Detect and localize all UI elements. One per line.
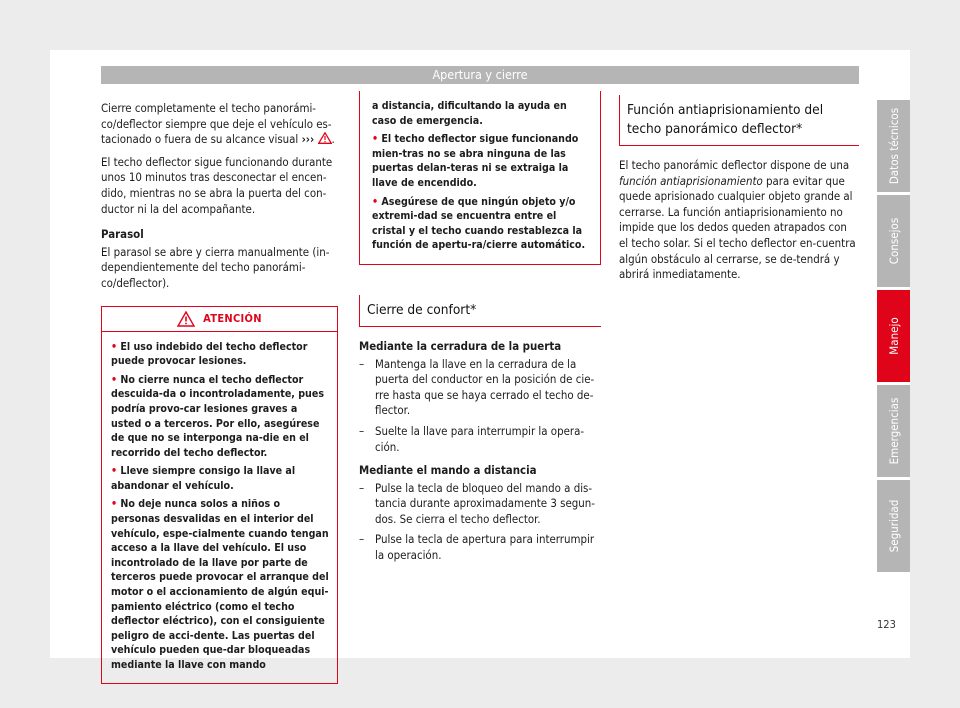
warning-item bbox=[372, 195, 592, 253]
list-item bbox=[359, 424, 601, 455]
tab-label: Emergencias bbox=[886, 397, 901, 465]
comfort-close-title: Cierre de confort* bbox=[359, 295, 601, 327]
warning-item-text: No cierre nunca el techo deflector descuida-da o incontroladamente, pues podría provo-car lesiones graves a usted o a terceros. Por ello, asegúrese de que no se interponga na-die en el recorrido del techo deflector. bbox=[111, 373, 324, 459]
warning-item bbox=[111, 340, 330, 369]
bullet-icon: • bbox=[111, 340, 118, 353]
antitrap-title: Función antiaprisionamiento del techo panorámico deflector* bbox=[619, 95, 859, 146]
warning-continued-items bbox=[372, 132, 592, 253]
tab-label: Manejo bbox=[886, 317, 901, 355]
warning-triangle-icon bbox=[177, 311, 195, 327]
warning-item bbox=[111, 373, 330, 461]
warning-item-text: El uso indebido del techo deflector puede provocar lesiones. bbox=[111, 340, 308, 368]
warning-item bbox=[372, 132, 592, 190]
warning-triangle-icon bbox=[318, 132, 332, 144]
dash-marker: – bbox=[359, 532, 365, 547]
list-item bbox=[359, 357, 601, 419]
paragraph-close-roof bbox=[101, 101, 338, 148]
warning-item-text: Asegúrese de que ningún objeto y/o extremi-dad se encuentra entre el cristal y el techo cuando restablezca la función de apertu-ra/cierre automático. bbox=[372, 195, 586, 252]
section-header: Apertura y cierre bbox=[101, 66, 859, 84]
tab-label: Consejos bbox=[886, 217, 901, 265]
parasol-title: Parasol bbox=[101, 227, 144, 242]
parasol-text: El parasol se abre y cierra manualmente (in-dependientemente del techo panorámi-co/deflector). bbox=[101, 244, 330, 290]
comfort-sub-door-lock: Mediante la cerradura de la puerta bbox=[359, 338, 562, 353]
dash-marker: – bbox=[359, 423, 365, 438]
paragraph-text: Cierre completamente el techo panorámi-co/deflector siempre que deje el vehículo es-tacionado o fuera de su alcance visual bbox=[101, 101, 332, 147]
warning-box-continued bbox=[359, 91, 601, 265]
antitrap-text bbox=[619, 158, 859, 283]
comfort-sub-remote: Mediante el mando a distancia bbox=[359, 463, 537, 478]
bullet-icon: • bbox=[372, 133, 379, 146]
warning-box bbox=[101, 306, 338, 684]
bullet-icon: • bbox=[111, 498, 118, 511]
list-item-text: Pulse la tecla de bloqueo del mando a dis-tancia durante aproximadamente 3 segun-dos. Se cierra el techo deflector. bbox=[375, 480, 595, 526]
column-2 bbox=[359, 91, 601, 569]
comfort-list-remote bbox=[359, 481, 601, 564]
tab-label: Seguridad bbox=[886, 499, 901, 553]
list-item bbox=[359, 532, 601, 563]
tab-seguridad[interactable] bbox=[877, 480, 910, 572]
warning-title: ATENCIÓN bbox=[203, 311, 262, 325]
paragraph-end: . bbox=[331, 132, 335, 147]
tab-consejos[interactable] bbox=[877, 195, 910, 287]
reference-arrow: ››› bbox=[301, 132, 315, 147]
antitrap-text-emphasis: función antiaprisionamiento bbox=[619, 173, 763, 188]
tab-label: Datos técnicos bbox=[886, 107, 901, 185]
warning-item-text: El techo deflector sigue funcionando mien-tras no se abra ninguna de las puertas delan-teras ni se extraiga la llave de encendido. bbox=[372, 133, 579, 189]
warning-header bbox=[102, 307, 337, 332]
column-1 bbox=[101, 101, 338, 684]
warning-item-text: No deje nunca solos a niños o personas desvalidas en el interior del vehículo, espe-cialmente cuando tengan acceso a la llave del vehículo. El uso incontrolado de la llave por parte de terceros puede provocar el arranque del motor o el accionamiento de algún equi-pamiento eléctrico (como el techo deflector eléctrico), con el consiguiente peligro de acci-dente. Las puertas del vehículo pueden que-dar bloqueadas mediante la llave con mando bbox=[111, 498, 329, 671]
bullet-icon: • bbox=[372, 195, 379, 208]
warning-items bbox=[102, 332, 337, 683]
paragraph-deflector: El techo deflector sigue funcionando durante unos 10 minutos tras desconectar el encen-dido, mientras no se abra la puerta del con-ductor ni la del acompañante. bbox=[101, 154, 333, 216]
column-3 bbox=[619, 95, 859, 290]
bullet-icon: • bbox=[111, 465, 118, 478]
antitrap-text-b: para evitar que quede aprisionado cualquier objeto grande al cerrarse. La función antiaprisionamiento no impide que los dedos queden atrapados con el techo solar. Si el techo deflector en-cuentra algún obstáculo al cerrarse, se de-tendrá y abrirá inmediatamente. bbox=[619, 173, 856, 282]
list-item-text: Suelte la llave para interrumpir la opera-ción. bbox=[375, 423, 585, 454]
dash-marker: – bbox=[359, 356, 365, 371]
page-number: 123 bbox=[877, 618, 896, 631]
dash-marker: – bbox=[359, 480, 365, 495]
warning-item-text: Lleve siempre consigo la llave al abandonar el vehículo. bbox=[111, 465, 296, 492]
tab-manejo[interactable] bbox=[877, 290, 910, 382]
list-item-text: Pulse la tecla de apertura para interrumpir la operación. bbox=[375, 532, 595, 563]
tab-datos-técnicos[interactable] bbox=[877, 100, 910, 192]
warning-item bbox=[111, 497, 330, 672]
antitrap-text-a: El techo panorámic deflector dispone de una bbox=[619, 158, 850, 172]
bullet-icon: • bbox=[111, 373, 118, 386]
tab-emergencias[interactable] bbox=[877, 385, 910, 477]
chapter-tabs bbox=[877, 100, 910, 575]
list-item bbox=[359, 481, 601, 528]
comfort-list-door-lock bbox=[359, 357, 601, 456]
warning-continued-text: a distancia, dificultando la ayuda en caso de emergencia. bbox=[372, 100, 567, 127]
warning-item bbox=[111, 464, 330, 493]
list-item-text: Mantenga la llave en la cerradura de la puerta del conductor en la posición de cie-rre hasta que se haya cerrado el techo de-flector. bbox=[375, 356, 595, 418]
